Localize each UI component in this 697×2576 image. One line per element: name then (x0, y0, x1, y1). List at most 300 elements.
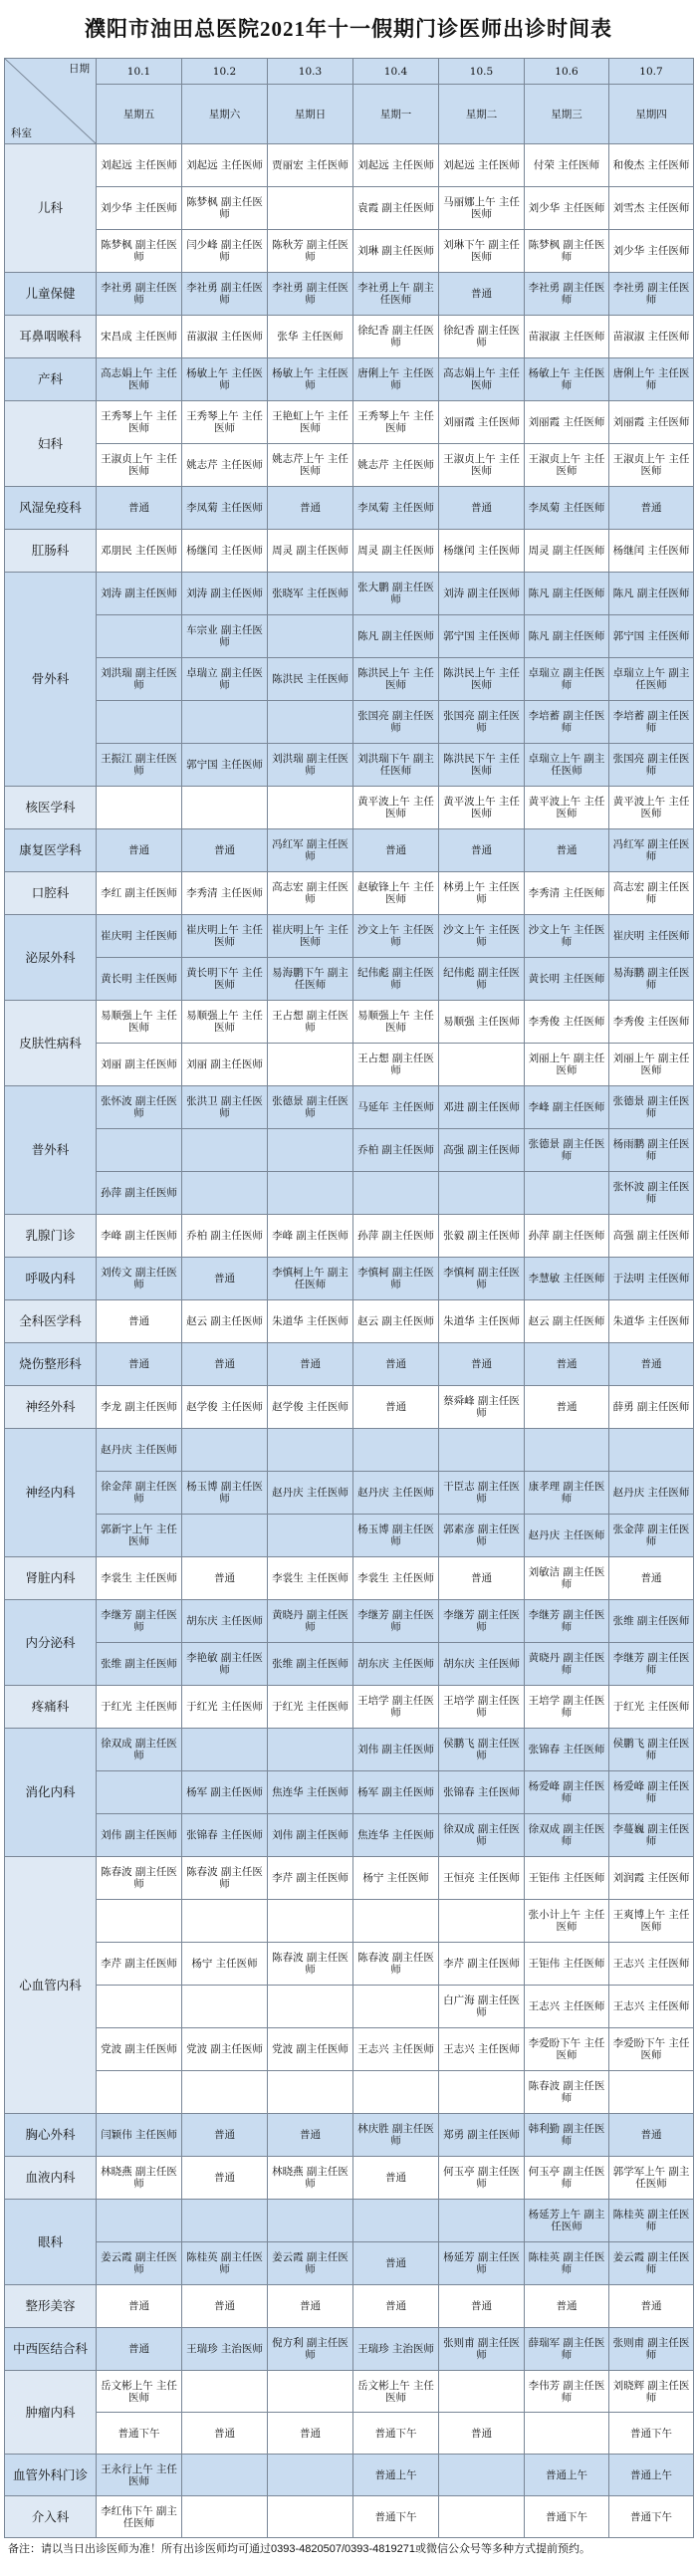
doctor-cell: 张怀波 副主任医师 (609, 1172, 694, 1215)
doctor-cell: 李峰 副主任医师 (525, 1086, 609, 1129)
doctor-cell (268, 1429, 353, 1472)
doctor-cell: 赵云 副主任医师 (353, 1300, 439, 1343)
doctor-cell: 党波 副主任医师 (97, 2028, 182, 2071)
doctor-cell: 张大鹏 副主任医师 (353, 573, 439, 615)
doctor-cell: 陈春波 副主任医师 (182, 1857, 268, 1900)
doctor-cell: 郭新宇上午 主任医师 (97, 1515, 182, 1557)
doctor-cell (439, 2071, 525, 2114)
schedule-row (5, 2114, 694, 2157)
doctor-cell: 干臣志 副主任医师 (439, 1472, 525, 1515)
doctor-cell: 韩利勤 副主任医师 (525, 2114, 609, 2157)
schedule-row (5, 1044, 694, 1086)
doctor-cell: 易海鹏下午 副主任医师 (268, 958, 353, 1001)
doctor-cell (268, 1129, 353, 1172)
doctor-cell: 普通 (97, 2328, 182, 2371)
doctor-cell: 普通 (268, 2114, 353, 2157)
doctor-cell: 李慎柯上午 副主任医师 (268, 1258, 353, 1300)
doctor-cell (182, 701, 268, 744)
doctor-cell: 陈凡 副主任医师 (353, 615, 439, 658)
doctor-cell: 苗淑淑 主任医师 (525, 316, 609, 358)
doctor-cell: 张金萍 副主任医师 (609, 1515, 694, 1557)
doctor-cell (353, 2071, 439, 2114)
doctor-cell: 刘丽上午 副主任医师 (525, 1044, 609, 1086)
doctor-cell: 普通 (353, 1343, 439, 1386)
doctor-cell: 李社勇上午 副主任医师 (353, 273, 439, 316)
doctor-cell: 姜云霞 副主任医师 (97, 2242, 182, 2285)
doctor-cell: 黄长明下午 主任医师 (182, 958, 268, 1001)
department-name: 中西医结合科 (5, 2328, 97, 2371)
header-weekday-row (5, 85, 694, 144)
doctor-cell: 张则甫 副主任医师 (609, 2328, 694, 2371)
schedule-row (5, 1429, 694, 1472)
doctor-cell: 刘丽 副主任医师 (97, 1044, 182, 1086)
doctor-cell (182, 1129, 268, 1172)
doctor-cell (268, 1900, 353, 1943)
doctor-cell: 李峰 副主任医师 (97, 1215, 182, 1258)
doctor-cell (268, 1986, 353, 2028)
doctor-cell: 邓朋民 主任医师 (97, 530, 182, 573)
doctor-cell: 杨军 副主任医师 (353, 1771, 439, 1814)
doctor-cell: 刘伟 副主任医师 (353, 1729, 439, 1771)
schedule-row (5, 1771, 694, 1814)
schedule-row (5, 615, 694, 658)
doctor-cell: 普通 (182, 2285, 268, 2328)
doctor-cell: 郭宁国 主任医师 (439, 615, 525, 658)
doctor-cell (268, 2455, 353, 2496)
doctor-cell: 普通 (609, 487, 694, 530)
doctor-cell: 普通 (609, 2285, 694, 2328)
doctor-cell: 冯红军 副主任医师 (268, 829, 353, 872)
doctor-cell: 王永行上午 主任医师 (97, 2455, 182, 2496)
header-weekday: 星期五 (97, 85, 182, 144)
doctor-cell: 陈洪民上午 主任医师 (353, 658, 439, 701)
doctor-cell: 党波 副主任医师 (268, 2028, 353, 2071)
doctor-cell: 普通 (182, 1343, 268, 1386)
doctor-cell: 刘起远 主任医师 (353, 144, 439, 187)
doctor-cell: 张德景 副主任医师 (525, 1129, 609, 1172)
doctor-cell: 刘伟 副主任医师 (268, 1814, 353, 1857)
doctor-cell: 王艳虹上午 主任医师 (268, 401, 353, 444)
doctor-cell: 于法明 主任医师 (609, 1258, 694, 1300)
doctor-cell: 杨军 副主任医师 (182, 1771, 268, 1814)
doctor-cell: 孙萍 副主任医师 (97, 1172, 182, 1215)
doctor-cell: 张小计上午 主任医师 (525, 1900, 609, 1943)
doctor-cell: 李裳生 主任医师 (268, 1557, 353, 1600)
doctor-cell: 杨继闰 主任医师 (439, 530, 525, 573)
doctor-cell: 李凤菊 主任医师 (182, 487, 268, 530)
doctor-cell: 王钜伟 主任医师 (525, 1857, 609, 1900)
doctor-cell (182, 1429, 268, 1472)
footer-note: 备注：请以当日出诊医师为准！所有出诊医师均可通过0393-4820507/0393-4819271或微信公众号等多种方式提前预约。 (8, 2543, 590, 2555)
doctor-cell: 高志娟上午 主任医师 (97, 358, 182, 401)
doctor-cell: 崔庆明上午 主任医师 (182, 915, 268, 958)
doctor-cell: 姜云霞 副主任医师 (609, 2242, 694, 2285)
schedule-row (5, 2496, 694, 2538)
doctor-cell: 张晓军 主任医师 (268, 573, 353, 615)
doctor-cell: 普通 (439, 273, 525, 316)
doctor-cell: 徐金萍 副主任医师 (97, 1472, 182, 1515)
doctor-cell: 张洪卫 副主任医师 (182, 1086, 268, 1129)
doctor-cell: 王秀琴上午 主任医师 (182, 401, 268, 444)
doctor-cell: 陈凡 副主任医师 (609, 573, 694, 615)
doctor-cell: 高志宏 副主任医师 (609, 872, 694, 915)
doctor-cell: 林晓燕 副主任医师 (268, 2157, 353, 2200)
department-name: 血管外科门诊 (5, 2455, 97, 2496)
doctor-cell: 马延年 主任医师 (353, 1086, 439, 1129)
doctor-cell: 崔庆明 主任医师 (97, 915, 182, 958)
doctor-cell (353, 1172, 439, 1215)
doctor-cell: 党波 副主任医师 (182, 2028, 268, 2071)
doctor-cell: 王振江 副主任医师 (97, 744, 182, 787)
doctor-cell: 杨敏上午 主任医师 (525, 358, 609, 401)
doctor-cell: 张怀波 副主任医师 (97, 1086, 182, 1129)
doctor-cell: 王培学 副主任医师 (439, 1686, 525, 1729)
doctor-cell: 张维 副主任医师 (97, 1643, 182, 1686)
department-name: 口腔科 (5, 872, 97, 915)
doctor-cell (439, 2496, 525, 2538)
doctor-cell (268, 1515, 353, 1557)
doctor-cell: 黄平波上午 主任医师 (439, 787, 525, 829)
doctor-cell: 郭素彦 副主任医师 (439, 1515, 525, 1557)
department-name: 肛肠科 (5, 530, 97, 573)
doctor-cell: 刘润霞 主任医师 (609, 1857, 694, 1900)
doctor-cell: 刘琳 副主任医师 (353, 230, 439, 273)
schedule-row (5, 1943, 694, 1986)
doctor-cell: 普通 (609, 1343, 694, 1386)
doctor-cell: 李继芳 副主任医师 (609, 1643, 694, 1686)
doctor-cell: 张维 副主任医师 (609, 1600, 694, 1643)
corner-date-label: 日期 (69, 63, 90, 75)
doctor-cell: 王培学 副主任医师 (353, 1686, 439, 1729)
schedule-row (5, 401, 694, 444)
header-weekday: 星期四 (609, 85, 694, 144)
doctor-cell: 王瑞珍 主治医师 (182, 2328, 268, 2371)
doctor-cell (268, 615, 353, 658)
doctor-cell (353, 1900, 439, 1943)
doctor-cell: 苗淑淑 主任医师 (182, 316, 268, 358)
doctor-cell: 王秀琴上午 主任医师 (353, 401, 439, 444)
doctor-cell: 普通 (609, 2114, 694, 2157)
doctor-cell: 杨敏上午 主任医师 (268, 358, 353, 401)
doctor-cell: 普通 (268, 1343, 353, 1386)
doctor-cell: 康孝理 副主任医师 (525, 1472, 609, 1515)
doctor-cell (182, 2455, 268, 2496)
doctor-cell: 黄长明 主任医师 (97, 958, 182, 1001)
doctor-cell: 赵丹庆 主任医师 (97, 1429, 182, 1472)
doctor-cell: 普通 (439, 487, 525, 530)
doctor-cell: 王志兴 主任医师 (609, 1986, 694, 2028)
doctor-cell: 王爽博上午 主任医师 (609, 1900, 694, 1943)
doctor-cell: 李蔓巍 副主任医师 (609, 1814, 694, 1857)
department-name: 神经内科 (5, 1429, 97, 1557)
doctor-cell: 唐俐上午 主任医师 (353, 358, 439, 401)
doctor-cell: 胡东庆 主任医师 (182, 1600, 268, 1643)
doctor-cell: 张德景 副主任医师 (268, 1086, 353, 1129)
doctor-cell: 李凤菊 主任医师 (353, 487, 439, 530)
schedule-row (5, 1814, 694, 1857)
doctor-cell: 朱道华 主任医师 (439, 1300, 525, 1343)
doctor-cell: 李爱盼下午 主任医师 (609, 2028, 694, 2071)
header-weekday: 星期六 (182, 85, 268, 144)
doctor-cell: 李芹 副主任医师 (439, 1943, 525, 1986)
doctor-cell (97, 787, 182, 829)
doctor-cell: 赵云 副主任医师 (182, 1300, 268, 1343)
schedule-row (5, 1129, 694, 1172)
doctor-cell: 黄晓丹 副主任医师 (268, 1600, 353, 1643)
doctor-cell: 陈洪民 主任医师 (268, 658, 353, 701)
doctor-cell: 崔庆明 主任医师 (609, 915, 694, 958)
doctor-cell: 李慧敏 主任医师 (525, 1258, 609, 1300)
doctor-cell: 卓瑞立 副主任医师 (525, 658, 609, 701)
doctor-cell: 普通 (353, 829, 439, 872)
doctor-cell: 乔柏 副主任医师 (353, 1129, 439, 1172)
doctor-cell: 唐俐上午 主任医师 (609, 358, 694, 401)
doctor-cell: 崔庆明上午 主任医师 (268, 915, 353, 958)
doctor-cell: 刘伟 副主任医师 (97, 1814, 182, 1857)
doctor-cell: 刘传文 副主任医师 (97, 1258, 182, 1300)
doctor-cell: 杨继闰 主任医师 (609, 530, 694, 573)
doctor-cell: 侯鹏飞 副主任医师 (439, 1729, 525, 1771)
doctor-cell: 高强 副主任医师 (609, 1215, 694, 1258)
department-name: 神经外科 (5, 1386, 97, 1429)
department-name: 泌尿外科 (5, 915, 97, 1001)
doctor-cell: 李社勇 副主任医师 (525, 273, 609, 316)
doctor-cell (182, 2371, 268, 2413)
doctor-cell: 沙文上午 主任医师 (525, 915, 609, 958)
doctor-cell: 易顺强上午 主任医师 (97, 1001, 182, 1044)
doctor-cell: 孙萍 副主任医师 (525, 1215, 609, 1258)
doctor-cell: 贾丽宏 主任医师 (268, 144, 353, 187)
department-name: 胸心外科 (5, 2114, 97, 2157)
schedule-row (5, 1600, 694, 1643)
doctor-cell: 普通 (182, 2157, 268, 2200)
schedule-row (5, 915, 694, 958)
doctor-cell: 于红光 主任医师 (97, 1686, 182, 1729)
doctor-cell: 普通下午 (353, 2496, 439, 2538)
doctor-cell: 普通 (97, 2285, 182, 2328)
department-name: 儿童保健 (5, 273, 97, 316)
schedule-row (5, 2371, 694, 2413)
doctor-cell: 普通上午 (525, 2455, 609, 2496)
doctor-cell: 于红光 主任医师 (182, 1686, 268, 1729)
doctor-cell: 普通 (182, 2413, 268, 2455)
doctor-cell: 李红 副主任医师 (97, 872, 182, 915)
doctor-cell: 陈梦枫 副主任医师 (525, 230, 609, 273)
department-name: 整形美容 (5, 2285, 97, 2328)
doctor-cell (353, 1986, 439, 2028)
doctor-cell: 赵敏锋上午 主任医师 (353, 872, 439, 915)
doctor-cell: 普通 (353, 2242, 439, 2285)
doctor-cell: 王志兴 主任医师 (353, 2028, 439, 2071)
doctor-cell: 陈梦枫 副主任医师 (97, 230, 182, 273)
schedule-row (5, 358, 694, 401)
doctor-cell: 普通下午 (609, 2496, 694, 2538)
doctor-cell: 普通下午 (353, 2413, 439, 2455)
doctor-cell: 沙文上午 主任医师 (353, 915, 439, 958)
doctor-cell: 胡东庆 主任医师 (353, 1643, 439, 1686)
doctor-cell: 孙萍 副主任医师 (353, 1215, 439, 1258)
doctor-cell: 刘起远 主任医师 (182, 144, 268, 187)
schedule-row (5, 1172, 694, 1215)
doctor-cell: 冯红军 副主任医师 (609, 829, 694, 872)
doctor-cell: 赵学俊 主任医师 (182, 1386, 268, 1429)
doctor-cell: 朱道华 主任医师 (609, 1300, 694, 1343)
schedule-row (5, 187, 694, 230)
doctor-cell: 李裳生 主任医师 (353, 1557, 439, 1600)
schedule-row (5, 316, 694, 358)
doctor-cell (268, 2496, 353, 2538)
schedule-row (5, 787, 694, 829)
doctor-cell (268, 2371, 353, 2413)
doctor-cell: 赵丹庆 主任医师 (525, 1515, 609, 1557)
schedule-row (5, 1386, 694, 1429)
doctor-cell (439, 1429, 525, 1472)
doctor-cell: 宋昌成 主任医师 (97, 316, 182, 358)
doctor-cell: 王淑贞上午 主任医师 (525, 444, 609, 487)
doctor-cell: 薛勇 副主任医师 (609, 1386, 694, 1429)
department-name: 普外科 (5, 1086, 97, 1215)
schedule-row (5, 2200, 694, 2242)
doctor-cell: 杨宁 主任医师 (182, 1943, 268, 1986)
doctor-cell: 陈凡 副主任医师 (525, 615, 609, 658)
doctor-cell: 普通 (182, 1557, 268, 1600)
schedule-row (5, 1472, 694, 1515)
doctor-cell: 闫少峰 副主任医师 (182, 230, 268, 273)
schedule-row (5, 2455, 694, 2496)
doctor-cell (182, 2071, 268, 2114)
doctor-cell: 徐纪香 副主任医师 (439, 316, 525, 358)
doctor-cell: 乔柏 副主任医师 (182, 1215, 268, 1258)
doctor-cell: 普通 (182, 2114, 268, 2157)
doctor-cell: 付荣 主任医师 (525, 144, 609, 187)
doctor-cell: 胡东庆 主任医师 (439, 1643, 525, 1686)
schedule-row (5, 144, 694, 187)
doctor-cell: 张毅 副主任医师 (439, 1215, 525, 1258)
doctor-cell: 刘涛 副主任医师 (182, 573, 268, 615)
doctor-cell: 王秀琴上午 主任医师 (97, 401, 182, 444)
schedule-row (5, 1643, 694, 1686)
doctor-cell (97, 1771, 182, 1814)
doctor-cell: 刘丽霞 主任医师 (439, 401, 525, 444)
doctor-cell: 高志娟上午 主任医师 (439, 358, 525, 401)
doctor-cell: 赵丹庆 主任医师 (353, 1472, 439, 1515)
doctor-cell: 杨爱峰 副主任医师 (609, 1771, 694, 1814)
doctor-cell: 周灵 副主任医师 (268, 530, 353, 573)
schedule-row (5, 1857, 694, 1900)
doctor-cell: 张锦春 主任医师 (182, 1814, 268, 1857)
schedule-row (5, 1343, 694, 1386)
doctor-cell: 卓瑞立上午 副主任医师 (609, 658, 694, 701)
doctor-cell: 普通下午 (525, 2496, 609, 2538)
schedule-row (5, 2285, 694, 2328)
header-date: 10.1 (97, 59, 182, 85)
department-name: 乳腺门诊 (5, 1215, 97, 1258)
department-name: 呼吸内科 (5, 1258, 97, 1300)
doctor-cell: 张则甫 副主任医师 (439, 2328, 525, 2371)
doctor-cell: 姚志芹上午 主任医师 (268, 444, 353, 487)
schedule-row (5, 2413, 694, 2455)
doctor-cell: 高志宏 副主任医师 (268, 872, 353, 915)
department-name: 风湿免疫科 (5, 487, 97, 530)
doctor-cell: 陈春波 副主任医师 (268, 1943, 353, 1986)
doctor-cell: 陈春波 副主任医师 (525, 2071, 609, 2114)
doctor-cell: 张德景 副主任医师 (609, 1086, 694, 1129)
doctor-cell: 李裳生 主任医师 (97, 1557, 182, 1600)
schedule-row (5, 2157, 694, 2200)
doctor-cell: 郭学军上午 副主任医师 (609, 2157, 694, 2200)
doctor-cell: 普通 (268, 2413, 353, 2455)
department-name: 眼科 (5, 2200, 97, 2285)
doctor-cell: 卓瑞立 副主任医师 (182, 658, 268, 701)
doctor-cell: 徐纪香 副主任医师 (353, 316, 439, 358)
department-name: 烧伤整形科 (5, 1343, 97, 1386)
schedule-row (5, 1086, 694, 1129)
doctor-cell: 岳文彬上午 主任医师 (97, 2371, 182, 2413)
schedule-row (5, 1215, 694, 1258)
doctor-cell (182, 2496, 268, 2538)
doctor-cell: 赵学俊 主任医师 (268, 1386, 353, 1429)
doctor-cell: 朱道华 主任医师 (268, 1300, 353, 1343)
doctor-cell: 黄平波上午 主任医师 (525, 787, 609, 829)
doctor-cell (182, 1172, 268, 1215)
doctor-cell (97, 2071, 182, 2114)
department-name: 儿科 (5, 144, 97, 273)
schedule-row (5, 487, 694, 530)
doctor-cell: 李爱盼下午 主任医师 (525, 2028, 609, 2071)
doctor-cell: 陈桂英 副主任医师 (609, 2200, 694, 2242)
department-name: 妇科 (5, 401, 97, 487)
header-date: 10.4 (353, 59, 439, 85)
doctor-cell: 马丽娜上午 主任医师 (439, 187, 525, 230)
doctor-cell: 车宗业 副主任医师 (182, 615, 268, 658)
doctor-cell: 白广海 副主任医师 (439, 1986, 525, 2028)
doctor-cell: 张维 副主任医师 (268, 1643, 353, 1686)
doctor-cell (439, 1900, 525, 1943)
doctor-cell: 普通 (353, 1386, 439, 1429)
doctor-cell: 刘敏洁 副主任医师 (525, 1557, 609, 1600)
doctor-cell (609, 2071, 694, 2114)
doctor-cell: 黄平波上午 主任医师 (609, 787, 694, 829)
doctor-cell: 刘少华 主任医师 (525, 187, 609, 230)
schedule-row (5, 1001, 694, 1044)
doctor-cell: 高强 副主任医师 (439, 1129, 525, 1172)
doctor-cell: 于红光 主任医师 (268, 1686, 353, 1729)
doctor-cell: 李社勇 副主任医师 (97, 273, 182, 316)
schedule-row (5, 1900, 694, 1943)
doctor-cell: 张国亮 副主任医师 (609, 744, 694, 787)
doctor-cell: 李慎柯 副主任医师 (353, 1258, 439, 1300)
header-corner (5, 59, 97, 144)
doctor-cell: 王淑贞上午 主任医师 (97, 444, 182, 487)
doctor-cell: 李芹 副主任医师 (268, 1857, 353, 1900)
doctor-cell: 李继芳 副主任医师 (525, 1600, 609, 1643)
doctor-cell (182, 1986, 268, 2028)
department-name: 康复医学科 (5, 829, 97, 872)
schedule-row (5, 530, 694, 573)
doctor-cell: 刘丽 副主任医师 (182, 1044, 268, 1086)
schedule-row (5, 2028, 694, 2071)
page-title: 濮阳市油田总医院2021年十一假期门诊医师出诊时间表 (85, 17, 612, 41)
header-weekday: 星期日 (268, 85, 353, 144)
doctor-cell: 邓进 副主任医师 (439, 1086, 525, 1129)
department-name: 肾脏内科 (5, 1557, 97, 1600)
doctor-cell: 李社勇 副主任医师 (268, 273, 353, 316)
doctor-cell: 王占想 副主任医师 (353, 1044, 439, 1086)
schedule-row (5, 2071, 694, 2114)
doctor-cell (525, 2413, 609, 2455)
department-name: 皮肤性病科 (5, 1001, 97, 1086)
doctor-cell: 李秀俊 主任医师 (609, 1001, 694, 1044)
